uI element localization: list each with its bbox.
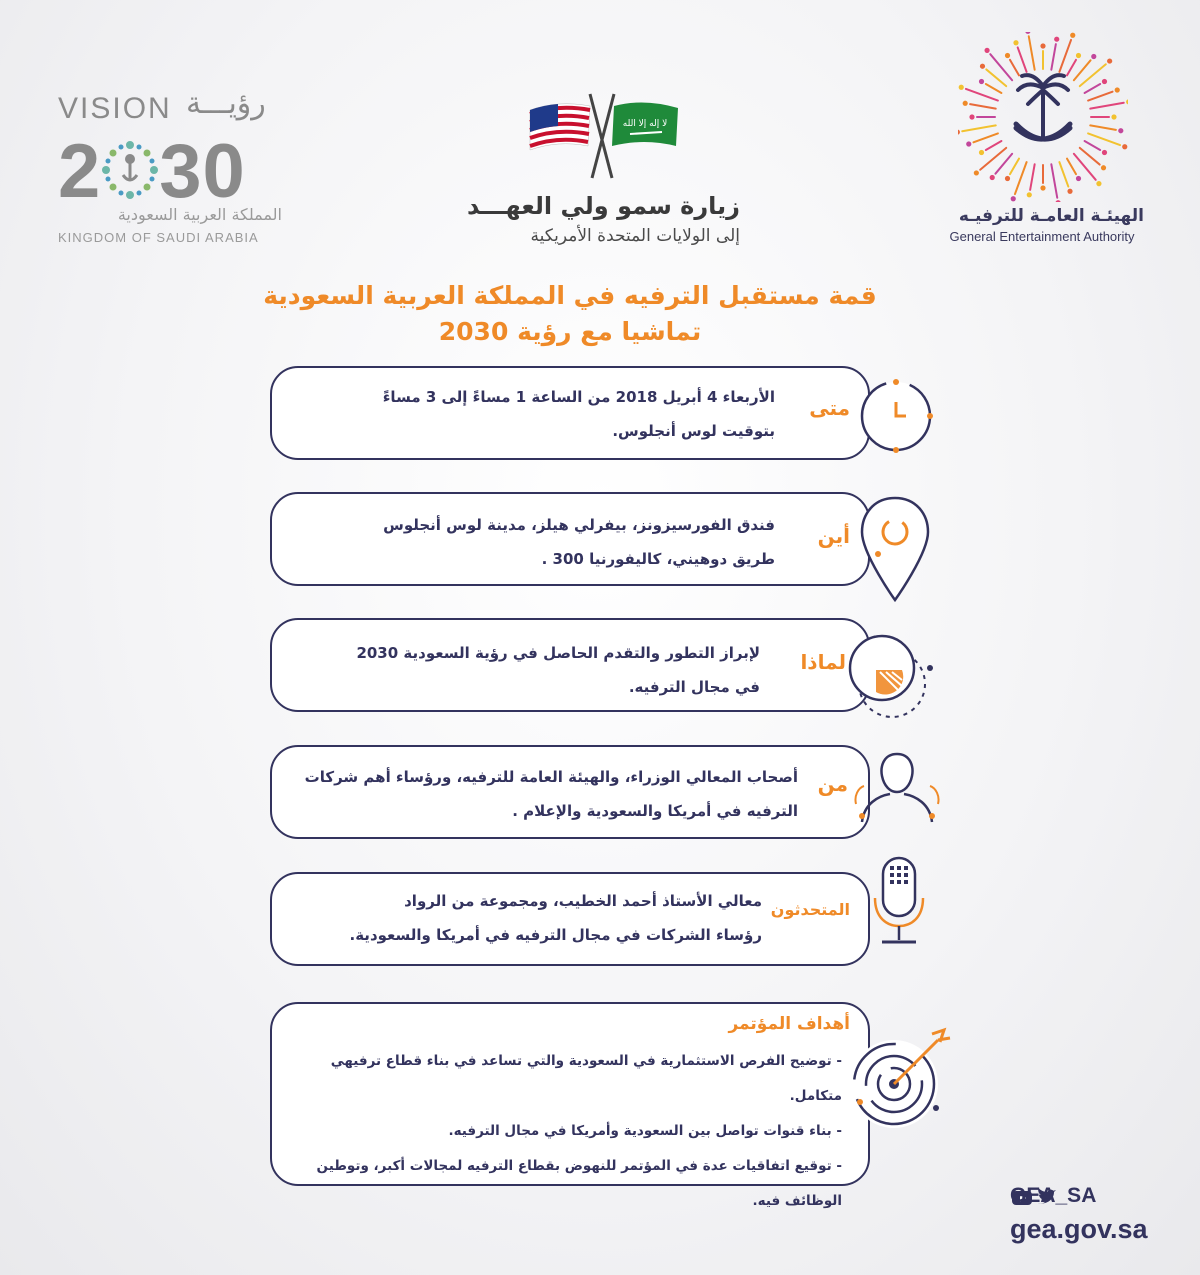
footer-handle[interactable]: GEA_SA: [1010, 1184, 1097, 1207]
vision-year: 2 30: [58, 129, 246, 214]
globe-icon: [846, 626, 938, 724]
goal-item: - بناء قنوات تواصل بين السعودية وأمريكا في مجال الترفيه.: [448, 1123, 842, 1139]
svg-text:لا إله إلا الله: لا إله إلا الله: [622, 119, 668, 129]
gea-fireworks-logo: [958, 32, 1128, 206]
why-text: لإبراز التطور والتقدم الحاصل في رؤية السعودية 2030 في مجال الترفيه.: [356, 644, 760, 696]
vision-kingdom-en: KINGDOM OF SAUDI ARABIA: [58, 230, 259, 245]
target-arrow-icon: [846, 1022, 956, 1136]
page-title-line2: تماشيا مع رؤية 2030: [438, 317, 702, 346]
where-label: أين: [817, 524, 850, 548]
gea-name-en: General Entertainment Authority: [949, 229, 1135, 244]
microphone-icon: [866, 852, 932, 956]
clock-icon: [854, 374, 938, 462]
speakers-text: معالي الأستاذ أحمد الخطيب، ومجموعة من الرواد رؤساء الشركات في مجال الترفيه في أمريكا والسعودية.: [349, 892, 762, 944]
goals-label: أهداف المؤتمر: [728, 1014, 850, 1034]
who-text: أصحاب المعالي الوزراء، والهيئة العامة للترفيه، ورؤساء أهم شركات الترفيه في أمريكا والسعودية والإعلام .: [304, 768, 798, 820]
goal-item: - توقيع اتفاقيات عدة في المؤتمر للنهوض بقطاع الترفيه لمجالات أكبر، وتوطين الوظائف فيه.: [316, 1158, 842, 1209]
when-text: الأربعاء 4 أبريل 2018 من الساعة 1 مساءً إلى 3 مساءً بتوقيت لوس أنجلوس.: [382, 388, 775, 440]
person-icon: [852, 748, 942, 832]
visit-title: زيارة سمو ولي العهـــد: [467, 192, 740, 220]
vision-word: VISION: [58, 92, 172, 125]
vision-kingdom-ar: المملكة العربية السعودية: [117, 205, 282, 224]
where-text: فندق الفورسيزونز، بيفرلي هيلز، مدينة لوس أنجلوس طريق دوهيني، كاليفورنيا 300 .: [383, 516, 775, 568]
vision-emblem-icon: [101, 128, 159, 215]
goals-list: [282, 1044, 842, 1219]
who-label: من: [817, 772, 848, 796]
page-title-line1: قمة مستقبل الترفيه في المملكة العربية السعودية: [263, 281, 877, 310]
footer-site[interactable]: gea.gov.sa: [1010, 1214, 1148, 1244]
vision-arabic: رؤيـــة: [186, 86, 266, 121]
speakers-label: المتحدثون: [770, 900, 850, 919]
when-label: متى: [809, 396, 850, 420]
page-title: [260, 278, 880, 350]
gea-name-ar: الهيئـة العامـة للترفيـه: [958, 206, 1144, 226]
location-pin-icon: [858, 494, 932, 610]
crossed-flags-icon: [522, 92, 682, 186]
goal-item: - توضيح الفرص الاستثمارية في السعودية والتي تساعد في بناء قطاع ترفيهي متكامل.: [330, 1053, 842, 1104]
why-label: لماذا: [800, 650, 846, 674]
visit-subtitle: إلى الولايات المتحدة الأمريكية: [530, 226, 740, 246]
